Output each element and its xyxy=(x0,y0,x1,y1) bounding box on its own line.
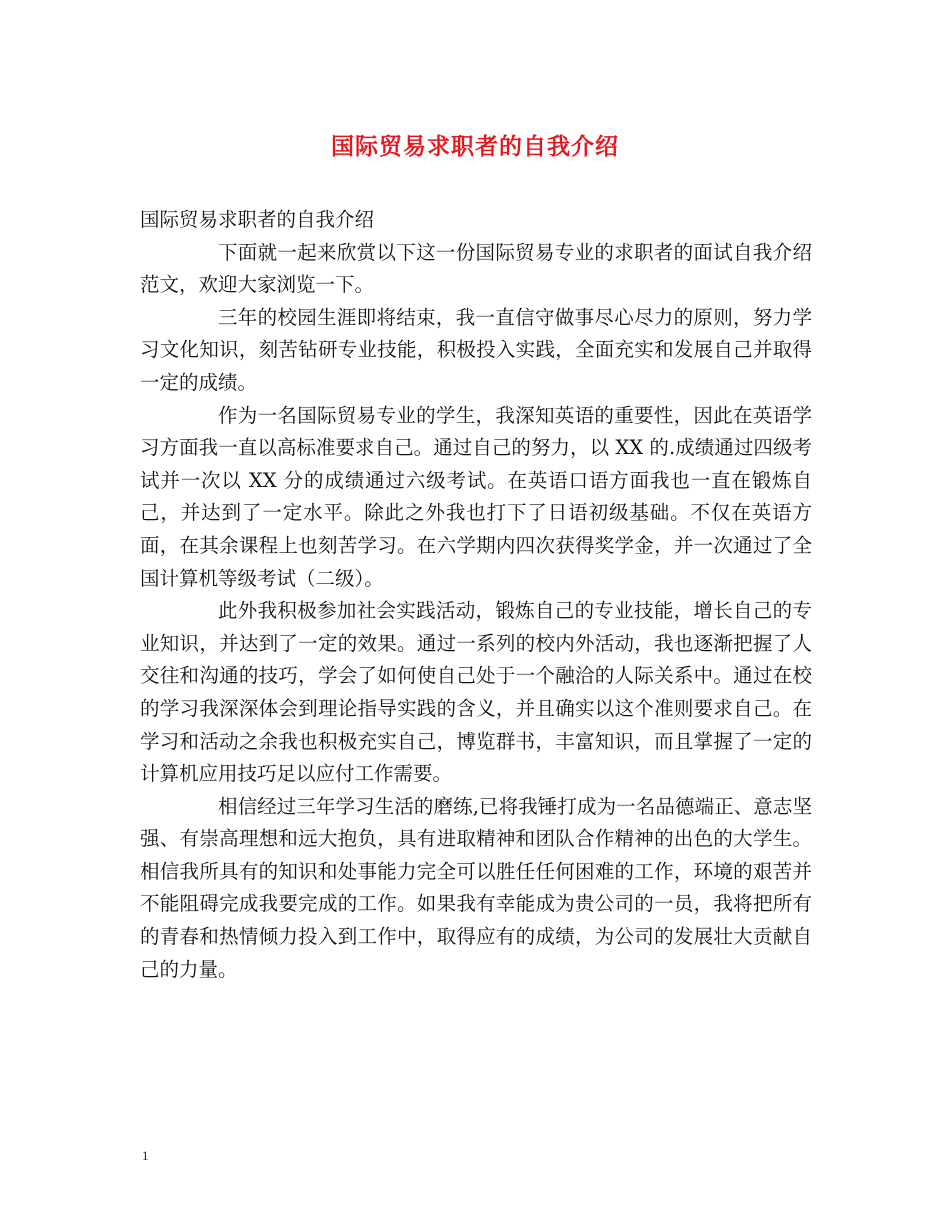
document-body xyxy=(140,204,812,986)
page-number: 1 xyxy=(142,1148,149,1163)
paragraph-social-practice: 此外我积极参加社会实践活动，锻炼自己的专业技能，增长自己的专业知识，并达到了一定的效果。通过一系列的校内外活动，我也逐渐把握了人交往和沟通的技巧，学会了如何使自己处于一个融洽的人际关系中。通过在校的学习我深深体会到理论指导实践的含义，并且确实以这个准则要求自己。在学习和活动之余我也积极充实自己，博览群书，丰富知识，而且掌握了一定的计算机应用技巧足以应付工作需要。 xyxy=(140,599,812,786)
paragraph-intro: 下面就一起来欣赏以下这一份国际贸易专业的求职者的面试自我介绍范文，欢迎大家浏览一下。 xyxy=(140,240,812,297)
document-title: 国际贸易求职者的自我介绍 xyxy=(331,133,619,160)
document-subtitle: 国际贸易求职者的自我介绍 xyxy=(140,208,375,231)
paragraph-conclusion: 相信经过三年学习生活的磨练,已将我锤打成为一名品德端正、意志坚强、有崇高理想和远大抱负，具有进取精神和团队合作精神的出色的大学生。相信我所具有的知识和处事能力完全可以胜任任何困难的工作，环境的艰苦并不能阻碍完成我要完成的工作。如果我有幸能成为贵公司的一员，我将把所有的青春和热情倾力投入到工作中，取得应有的成绩，为公司的发展壮大贡献自己的力量。 xyxy=(140,794,812,981)
paragraph-campus-life: 三年的校园生涯即将结束，我一直信守做事尽心尽力的原则，努力学习文化知识，刻苦钻研专业技能，积极投入实践，全面充实和发展自己并取得一定的成绩。 xyxy=(140,305,812,394)
paragraph-english-study: 作为一名国际贸易专业的学生，我深知英语的重要性，因此在英语学习方面我一直以高标准要求自己。通过自己的努力，以 XX 的.成绩通过四级考试并一次以 XX 分的成绩通过六级考试。在英语口语方面我也一直在锻炼自己，并达到了一定水平。除此之外我也打下了日语初级基础。不仅在英语方面，在其余课程上也刻苦学习。在六学期内四次获得奖学金，并一次通过了全国计算机等级考试（二级）。 xyxy=(140,403,812,590)
